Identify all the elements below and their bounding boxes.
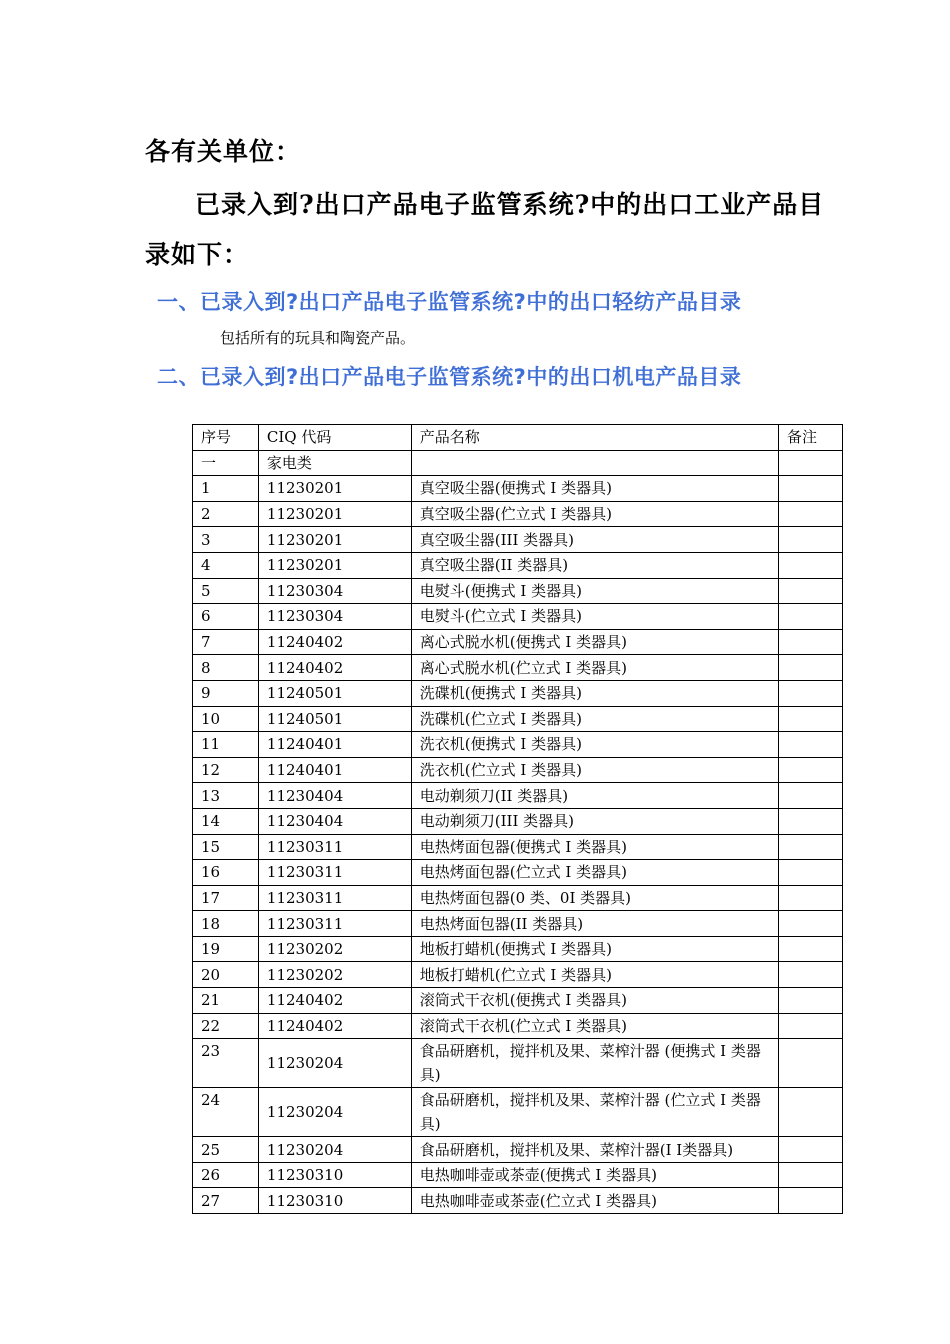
- cell-code: 11230310: [258, 1188, 411, 1214]
- cell-no: 27: [193, 1188, 259, 1214]
- cell-code: 11240401: [258, 757, 411, 783]
- cell-name: 食品研磨机，搅拌机及果、菜榨汁器 (便携式 I 类器具): [411, 1039, 778, 1088]
- cell-name: 离心式脱水机(伫立式 I 类器具): [411, 655, 778, 681]
- table-row: [193, 1188, 843, 1214]
- cell-code: 11230204: [258, 1137, 411, 1163]
- section-1-note: 包括所有的玩具和陶瓷产品。: [220, 329, 416, 347]
- cell-code: 11230201: [258, 527, 411, 553]
- cell-name: 滚筒式干衣机(伫立式 I 类器具): [411, 1013, 778, 1039]
- cell-remark: [779, 808, 843, 834]
- table-row: [193, 552, 843, 578]
- cell-remark: [779, 885, 843, 911]
- table-row: [193, 885, 843, 911]
- header-remark: 备注: [779, 425, 843, 451]
- cell-code: 11240402: [258, 988, 411, 1014]
- table-row: [193, 501, 843, 527]
- cell-name: 电热咖啡壶或茶壶(伫立式 I 类器具): [411, 1188, 778, 1214]
- category-row: [193, 450, 843, 476]
- table-row: [193, 936, 843, 962]
- cell-no: 13: [193, 783, 259, 809]
- cell-no: 20: [193, 962, 259, 988]
- category-no: 一: [193, 450, 259, 476]
- category-remark: [779, 450, 843, 476]
- cell-remark: [779, 1188, 843, 1214]
- cell-code: 11240402: [258, 1013, 411, 1039]
- cell-name: 食品研磨机，搅拌机及果、菜榨汁器 (伫立式 I 类器具): [411, 1088, 778, 1137]
- cell-no: 9: [193, 680, 259, 706]
- cell-no: 4: [193, 552, 259, 578]
- table-row: [193, 527, 843, 553]
- cell-no: 1: [193, 476, 259, 502]
- cell-no: 7: [193, 629, 259, 655]
- cell-code: 11240401: [258, 732, 411, 758]
- cell-name: 电热咖啡壶或茶壶(便携式 I 类器具): [411, 1162, 778, 1188]
- cell-remark: [779, 578, 843, 604]
- cell-no: 23: [193, 1039, 259, 1088]
- cell-no: 24: [193, 1088, 259, 1137]
- cell-remark: [779, 962, 843, 988]
- cell-remark: [779, 1137, 843, 1163]
- table-row: [193, 757, 843, 783]
- cell-name: 电热烤面包器(0 类、0I 类器具): [411, 885, 778, 911]
- cell-name: 洗衣机(伫立式 I 类器具): [411, 757, 778, 783]
- cell-code: 11230204: [258, 1039, 411, 1088]
- cell-name: 真空吸尘器(II 类器具): [411, 552, 778, 578]
- cell-no: 5: [193, 578, 259, 604]
- table-row: [193, 783, 843, 809]
- cell-name: 真空吸尘器(便携式 I 类器具): [411, 476, 778, 502]
- cell-code: 11230311: [258, 834, 411, 860]
- table-row: [193, 911, 843, 937]
- cell-name: 地板打蜡机(伫立式 I 类器具): [411, 962, 778, 988]
- salutation: 各有关单位：: [145, 137, 302, 166]
- cell-remark: [779, 1039, 843, 1088]
- cell-code: 11230201: [258, 501, 411, 527]
- cell-no: 21: [193, 988, 259, 1014]
- cell-remark: [779, 860, 843, 886]
- cell-no: 19: [193, 936, 259, 962]
- cell-remark: [779, 604, 843, 630]
- cell-no: 12: [193, 757, 259, 783]
- cell-name: 滚筒式干衣机(便携式 I 类器具): [411, 988, 778, 1014]
- cell-no: 16: [193, 860, 259, 886]
- table-row: [193, 629, 843, 655]
- table-row: [193, 860, 843, 886]
- cell-no: 11: [193, 732, 259, 758]
- cell-remark: [779, 501, 843, 527]
- cell-remark: [779, 757, 843, 783]
- header-code: CIQ 代码: [258, 425, 411, 451]
- section-2-heading: 二、已录入到?出口产品电子监管系统?中的出口机电产品目录: [157, 365, 742, 389]
- cell-code: 11240501: [258, 680, 411, 706]
- table-row: [193, 604, 843, 630]
- cell-no: 3: [193, 527, 259, 553]
- cell-remark: [779, 552, 843, 578]
- cell-name: 电熨斗(伫立式 I 类器具): [411, 604, 778, 630]
- cell-remark: [779, 706, 843, 732]
- cell-remark: [779, 476, 843, 502]
- cell-no: 8: [193, 655, 259, 681]
- cell-code: 11230201: [258, 476, 411, 502]
- cell-remark: [779, 680, 843, 706]
- cell-no: 26: [193, 1162, 259, 1188]
- section-1-heading: 一、已录入到?出口产品电子监管系统?中的出口轻纺产品目录: [157, 290, 742, 314]
- cell-remark: [779, 936, 843, 962]
- cell-name: 真空吸尘器(III 类器具): [411, 527, 778, 553]
- cell-code: 11230404: [258, 808, 411, 834]
- cell-code: 11230304: [258, 604, 411, 630]
- table-row: [193, 1039, 843, 1088]
- cell-no: 18: [193, 911, 259, 937]
- cell-no: 2: [193, 501, 259, 527]
- cell-code: 11230201: [258, 552, 411, 578]
- cell-no: 10: [193, 706, 259, 732]
- cell-code: 11230202: [258, 936, 411, 962]
- product-catalog-table: [192, 424, 843, 1214]
- cell-remark: [779, 1088, 843, 1137]
- cell-remark: [779, 527, 843, 553]
- cell-code: 11230311: [258, 860, 411, 886]
- cell-remark: [779, 1162, 843, 1188]
- category-name: [411, 450, 778, 476]
- header-name: 产品名称: [411, 425, 778, 451]
- table-row: [193, 1137, 843, 1163]
- cell-code: 11230404: [258, 783, 411, 809]
- table-header-row: [193, 425, 843, 451]
- intro-paragraph: 已录入到?出口产品电子监管系统?中的出口工业产品目录如下：: [145, 190, 825, 269]
- cell-remark: [779, 629, 843, 655]
- cell-name: 真空吸尘器(伫立式 I 类器具): [411, 501, 778, 527]
- cell-name: 电热烤面包器(便携式 I 类器具): [411, 834, 778, 860]
- table-row: [193, 1162, 843, 1188]
- table-row: [193, 476, 843, 502]
- cell-no: 14: [193, 808, 259, 834]
- cell-no: 17: [193, 885, 259, 911]
- cell-no: 25: [193, 1137, 259, 1163]
- table-row: [193, 962, 843, 988]
- cell-name: 电动剃须刀(III 类器具): [411, 808, 778, 834]
- cell-code: 11230311: [258, 911, 411, 937]
- table-row: [193, 578, 843, 604]
- cell-no: 22: [193, 1013, 259, 1039]
- cell-code: 11230202: [258, 962, 411, 988]
- table-row: [193, 988, 843, 1014]
- cell-code: 11240402: [258, 655, 411, 681]
- table-row: [193, 706, 843, 732]
- cell-remark: [779, 834, 843, 860]
- table-row: [193, 732, 843, 758]
- cell-name: 电熨斗(便携式 I 类器具): [411, 578, 778, 604]
- table-row: [193, 834, 843, 860]
- cell-code: 11230204: [258, 1088, 411, 1137]
- cell-name: 地板打蜡机(便携式 I 类器具): [411, 936, 778, 962]
- category-label: 家电类: [258, 450, 411, 476]
- cell-no: 15: [193, 834, 259, 860]
- cell-remark: [779, 1013, 843, 1039]
- cell-name: 电热烤面包器(II 类器具): [411, 911, 778, 937]
- cell-name: 洗碟机(便携式 I 类器具): [411, 680, 778, 706]
- cell-code: 11240402: [258, 629, 411, 655]
- cell-remark: [779, 732, 843, 758]
- cell-code: 11230310: [258, 1162, 411, 1188]
- cell-name: 电热烤面包器(伫立式 I 类器具): [411, 860, 778, 886]
- cell-remark: [779, 911, 843, 937]
- cell-remark: [779, 783, 843, 809]
- table-row: [193, 1013, 843, 1039]
- cell-name: 洗衣机(便携式 I 类器具): [411, 732, 778, 758]
- cell-code: 11230311: [258, 885, 411, 911]
- table-row: [193, 1088, 843, 1137]
- header-no: 序号: [193, 425, 259, 451]
- cell-remark: [779, 655, 843, 681]
- cell-name: 离心式脱水机(便携式 I 类器具): [411, 629, 778, 655]
- cell-name: 洗碟机(伫立式 I 类器具): [411, 706, 778, 732]
- cell-remark: [779, 988, 843, 1014]
- cell-code: 11230304: [258, 578, 411, 604]
- table-row: [193, 680, 843, 706]
- cell-name: 食品研磨机，搅拌机及果、菜榨汁器(I Ⅰ类器具): [411, 1137, 778, 1163]
- table-row: [193, 655, 843, 681]
- cell-name: 电动剃须刀(II 类器具): [411, 783, 778, 809]
- table-row: [193, 808, 843, 834]
- cell-no: 6: [193, 604, 259, 630]
- cell-code: 11240501: [258, 706, 411, 732]
